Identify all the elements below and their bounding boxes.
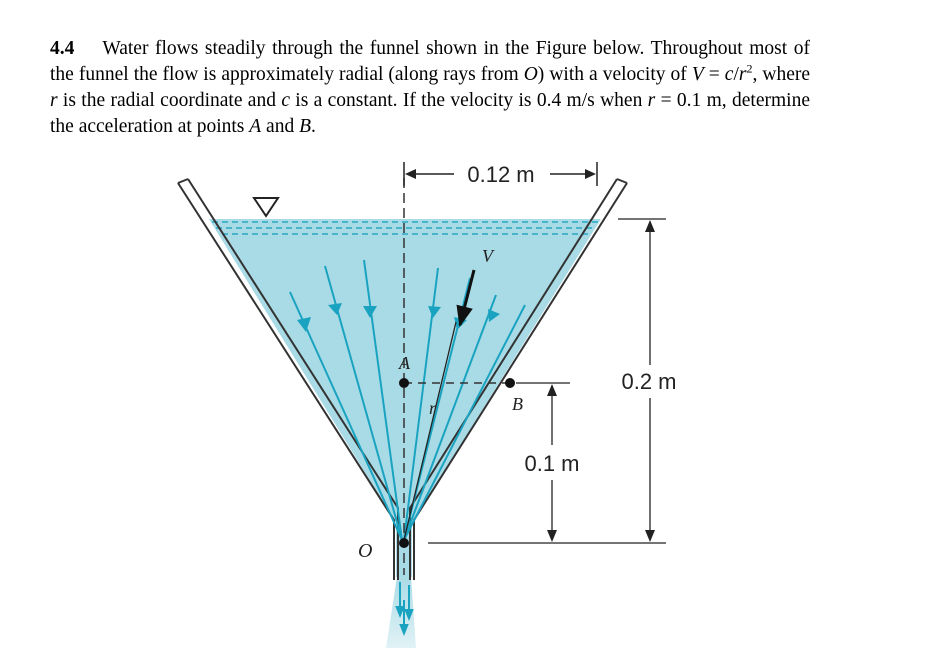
var-c: c bbox=[724, 64, 734, 85]
problem-text-3: = bbox=[703, 64, 725, 85]
label-o: O bbox=[358, 540, 373, 562]
label-r: r bbox=[429, 398, 437, 418]
exponent: 2 bbox=[746, 61, 753, 76]
label-a: A bbox=[399, 353, 410, 373]
var-r-3: r bbox=[647, 90, 656, 111]
var-c-2: c bbox=[281, 90, 290, 111]
label-b: B bbox=[512, 394, 523, 414]
problem-text-7: is a constant. If the velocity is 0.4 m/s when bbox=[289, 90, 648, 111]
problem-text-2: ) with a velocity of bbox=[537, 64, 692, 85]
problem-text-1: Water flows steadily through the funnel shown in the Figure below. Throughout most of the funnel the flow is approximately radial (along rays from bbox=[50, 38, 810, 85]
dimension-width-label: 0.12 m bbox=[467, 162, 535, 187]
point-o-ref: O bbox=[523, 64, 538, 85]
dimension-height-b-label: 0.1 m bbox=[524, 451, 580, 476]
point-b bbox=[505, 378, 515, 388]
point-a-ref: A bbox=[249, 116, 262, 137]
point-a bbox=[399, 378, 409, 388]
problem-number: 4.4 bbox=[50, 38, 75, 59]
problem-text-10: . bbox=[311, 116, 316, 137]
problem-text-9: and bbox=[261, 116, 300, 137]
dimension-height-total-label: 0.2 m bbox=[621, 369, 677, 394]
var-r-2: r bbox=[50, 90, 58, 111]
problem-text-5: , where bbox=[752, 64, 811, 85]
var-r: r bbox=[738, 64, 747, 85]
label-v: V bbox=[482, 246, 493, 266]
free-surface-icon bbox=[254, 198, 278, 216]
point-o bbox=[399, 538, 409, 548]
point-b-ref: B bbox=[299, 116, 311, 137]
problem-text-8: = 0.1 m, determine the acceleration at points bbox=[50, 90, 810, 137]
water-region bbox=[209, 219, 601, 577]
var-v: V bbox=[691, 64, 704, 85]
problem-text-6: is the radial coordinate and bbox=[57, 90, 282, 111]
problem-text-4: / bbox=[733, 64, 739, 85]
